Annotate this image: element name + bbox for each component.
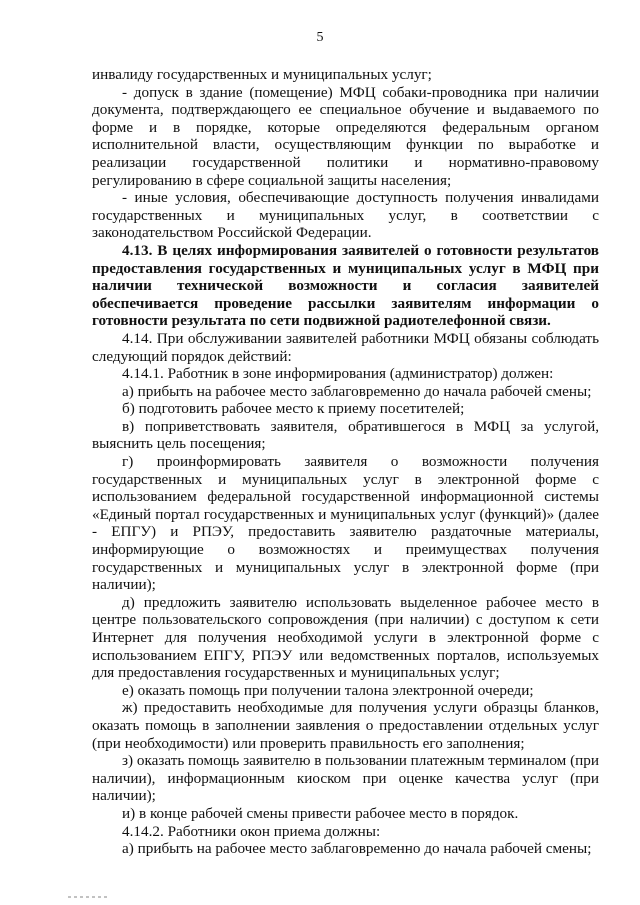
scan-artifact	[68, 896, 108, 898]
paragraph: а) прибыть на рабочее место заблаговременно до начала рабочей смены;	[122, 840, 592, 858]
paragraph: г) проинформировать заявителя о возможности получения государственных и муниципальных услуг в электронной форме с использованием федеральной государственной информационной системы «Единый портал государственных и муниципальных услуг (функций)» (далее - ЕПГУ) и РПЭУ, предоставить заявителю раздаточные материалы, информирующие о возможностях и преимуществах получения государственных и муниципальных услуг в электронной форме (при наличии);	[92, 453, 599, 594]
paragraph: д) предложить заявителю использовать выделенное рабочее место в центре пользовательского сопровождения (при наличии) с доступом к сети Интернет для получения необходимой услуги в электронной форме с использованием ЕПГУ, РПЭУ или ведомственных порталов, используемых для предоставления государственных и муниципальных услуг;	[92, 593, 599, 682]
paragraph: 4.14. При обслуживании заявителей работники МФЦ обязаны соблюдать следующий порядок действий:	[92, 329, 599, 365]
paragraph: и) в конце рабочей смены привести рабочее место в порядок.	[122, 804, 519, 822]
paragraph: в) поприветствовать заявителя, обратившегося в МФЦ за услугой, выяснить цель посещения;	[92, 417, 599, 453]
paragraph: 4.13. В целях информирования заявителей о готовности результатов предоставления государственных и муниципальных услуг в МФЦ при наличии технической возможности и согласия заявителей обеспечивается проведение рассылки заявителям информации о готовности результата по сети подвижной радиотелефонной связи.	[92, 241, 599, 330]
document-body	[92, 66, 599, 858]
paragraph: а) прибыть на рабочее место заблаговременно до начала рабочей смены;	[122, 382, 592, 400]
paragraph: е) оказать помощь при получении талона электронной очереди;	[122, 681, 534, 699]
paragraph: инвалиду государственных и муниципальных услуг;	[92, 66, 432, 83]
page-number: 5	[316, 30, 324, 45]
paragraph: 4.14.1. Работник в зоне информирования (администратор) должен:	[122, 365, 554, 383]
paragraph: з) оказать помощь заявителю в пользовании платежным терминалом (при наличии), информационным киоском при оценке качества услуг (при наличии);	[92, 752, 599, 805]
paragraph: б) подготовить рабочее место к приему посетителей;	[122, 400, 465, 418]
paragraph: 4.14.2. Работники окон приема должны:	[122, 822, 381, 840]
paragraph: - допуск в здание (помещение) МФЦ собаки-проводника при наличии документа, подтверждающего ее специальное обучение и выдаваемого по форме и в порядке, которые определяются федеральным органом исполнительной власти, осуществляющим функции по выработке и реализации государственной политики и нормативно-правовому регулированию в сфере социальной защиты населения;	[92, 83, 599, 189]
paragraph: ж) предоставить необходимые для получения услуги образцы бланков, оказать помощь в заполнении заявления о предоставлении отдельных услуг (при необходимости) или проверить правильность его заполнения;	[92, 699, 599, 752]
paragraph: - иные условия, обеспечивающие доступность получения инвалидами государственных и муниципальных услуг, в соответствии с законодательством Российской Федерации.	[92, 189, 599, 242]
